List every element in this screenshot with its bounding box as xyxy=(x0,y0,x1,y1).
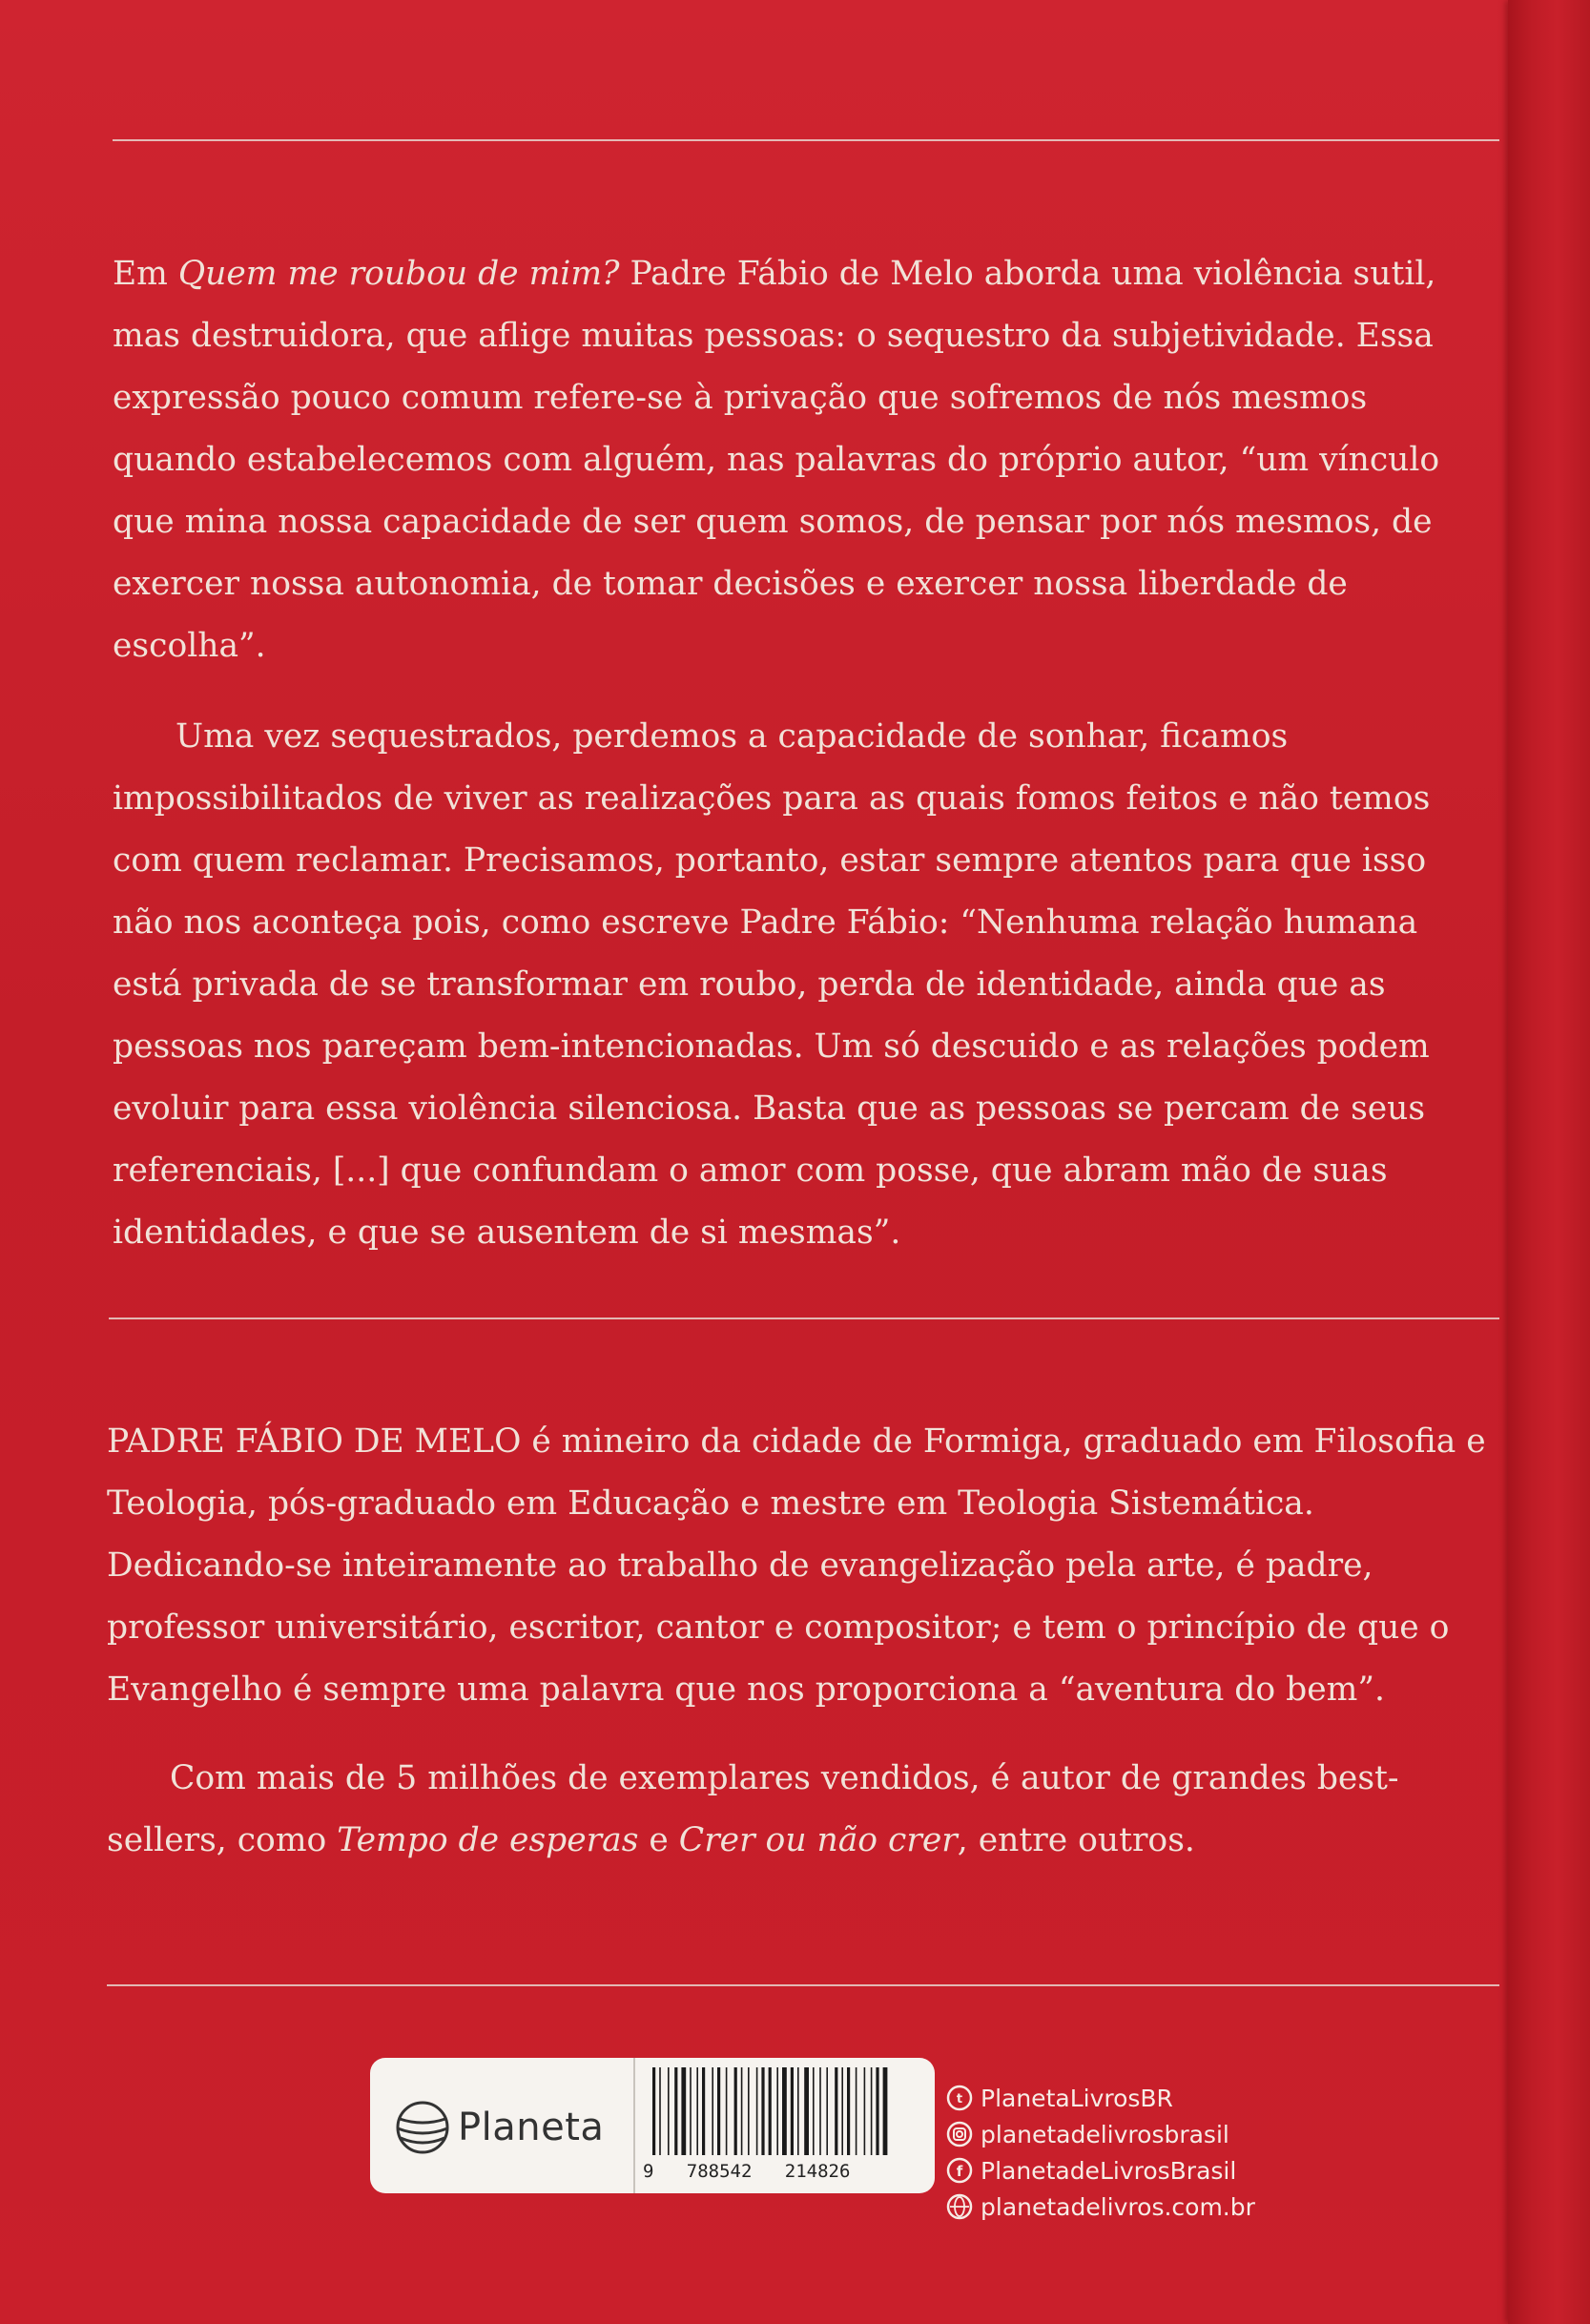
barcode-bar xyxy=(712,2067,713,2155)
barcode-bar xyxy=(734,2067,737,2155)
synopsis-text xyxy=(113,243,1496,1264)
barcode-bar xyxy=(748,2067,750,2155)
globe-icon xyxy=(946,2193,973,2220)
instagram-icon xyxy=(946,2121,973,2148)
barcode-bar xyxy=(674,2067,677,2155)
barcode-bar xyxy=(769,2067,772,2155)
barcode-bar xyxy=(696,2067,698,2155)
publisher-name: Planeta xyxy=(458,2106,605,2149)
publisher-logo xyxy=(395,2100,604,2155)
book-title-1: Tempo de esperas xyxy=(337,1821,639,1859)
social-links xyxy=(946,2080,1255,2225)
svg-text:f: f xyxy=(956,2163,963,2180)
barcode-bar xyxy=(883,2067,888,2155)
barcode-panel xyxy=(370,2058,935,2193)
facebook-icon xyxy=(946,2157,973,2184)
author-bio-paragraph-2: Com mais de 5 milhões de exemplares vendidos, é autor de grandes best-sellers, como Tempo de esperas e Crer ou não crer, entre outros. xyxy=(107,1759,1399,1859)
barcode-bar xyxy=(717,2067,720,2155)
barcode-bar xyxy=(797,2067,799,2155)
barcode-bar xyxy=(835,2067,837,2155)
book-title: Quem me roubou de mim? xyxy=(177,255,620,293)
barcode-bar xyxy=(791,2067,794,2155)
barcode-bar xyxy=(813,2067,815,2155)
top-divider xyxy=(113,139,1499,141)
barcode-bar xyxy=(782,2067,787,2155)
barcode-bar xyxy=(690,2067,692,2155)
barcode-bar xyxy=(804,2067,809,2155)
social-facebook[interactable]: f PlanetadeLivrosBrasil xyxy=(946,2152,1255,2189)
barcode-bar xyxy=(756,2067,758,2155)
barcode-bar xyxy=(761,2067,764,2155)
barcode-bar xyxy=(776,2067,778,2155)
synopsis-paragraph-1: Em Quem me roubou de mim? Padre Fábio de Melo aborda uma violência sutil, mas destruidora, que aflige muitas pessoas: o sequestro da subjetividade. Essa expressão pouco comum refere-se à privação que sofremos de nós mesmos quando estabelecemos com alguém, nas palavras do próprio autor, “um vínculo que mina nossa capacidade de ser quem somos, de pensar por nós mesmos, de exercer nossa autonomia, de tomar decisões e exercer nossa liberdade de escolha”. xyxy=(113,255,1440,665)
barcode-bar xyxy=(871,2067,873,2155)
middle-divider xyxy=(109,1318,1499,1319)
social-instagram[interactable]: planetadelivrosbrasil xyxy=(946,2116,1255,2152)
book-title-2: Crer ou não crer xyxy=(678,1821,958,1859)
barcode-bar xyxy=(841,2067,843,2155)
barcode-bar xyxy=(856,2067,857,2155)
barcode-bar xyxy=(819,2067,821,2155)
bottom-divider xyxy=(107,1984,1499,1986)
twitter-icon xyxy=(946,2085,973,2111)
barcode-bar xyxy=(659,2067,661,2155)
panel-divider xyxy=(633,2058,635,2193)
barcode-bar xyxy=(876,2067,878,2155)
barcode-bar xyxy=(864,2067,866,2155)
social-website[interactable]: planetadelivros.com.br xyxy=(946,2189,1255,2225)
barcode-bar xyxy=(652,2067,655,2155)
svg-text:t: t xyxy=(956,2092,963,2106)
barcode-bar xyxy=(681,2067,686,2155)
barcode-bar xyxy=(702,2067,705,2155)
book-spine xyxy=(1508,0,1590,2324)
planeta-globe-icon xyxy=(395,2100,450,2155)
barcode-bar xyxy=(741,2067,743,2155)
author-bio-paragraph-1: PADRE FÁBIO DE MELO é mineiro da cidade de Formiga, graduado em Filosofia e Teologia, pós-graduado em Educação e mestre em Teologia Sistemática. Dedicando-se inteiramente ao trabalho de evangelização pela arte, é padre, professor universitário, escritor, cantor e compositor; e tem o princípio de que o Evangelho é sempre uma palavra que nos proporciona a “aventura do bem”. xyxy=(107,1422,1486,1709)
author-bio xyxy=(107,1411,1490,1872)
social-twitter[interactable]: t PlanetaLivrosBR xyxy=(946,2080,1255,2116)
barcode-bar xyxy=(726,2067,728,2155)
barcode-bar xyxy=(847,2067,850,2155)
barcode xyxy=(652,2067,910,2155)
isbn-number: 9 788542 214826 xyxy=(643,2161,851,2182)
synopsis-paragraph-2: Uma vez sequestrados, perdemos a capacidade de sonhar, ficamos impossibilitados de viver as realizações para as quais fomos feitos e não temos com quem reclamar. Precisamos, portanto, estar sempre atentos para que isso não nos aconteça pois, como escreve Padre Fábio: “Nenhuma relação humana está privada de se transformar em roubo, perda de identidade, ainda que as pessoas nos pareçam bem-intencionadas. Um só descuido e as relações podem evoluir para essa violência silenciosa. Basta que as pessoas se percam de seus referenciais, [...] que confundam o amor com posse, que abram mão de suas identidades, e que se ausentem de si mesmas”. xyxy=(113,717,1431,1252)
barcode-bar xyxy=(826,2067,828,2155)
barcode-bar xyxy=(668,2067,670,2155)
